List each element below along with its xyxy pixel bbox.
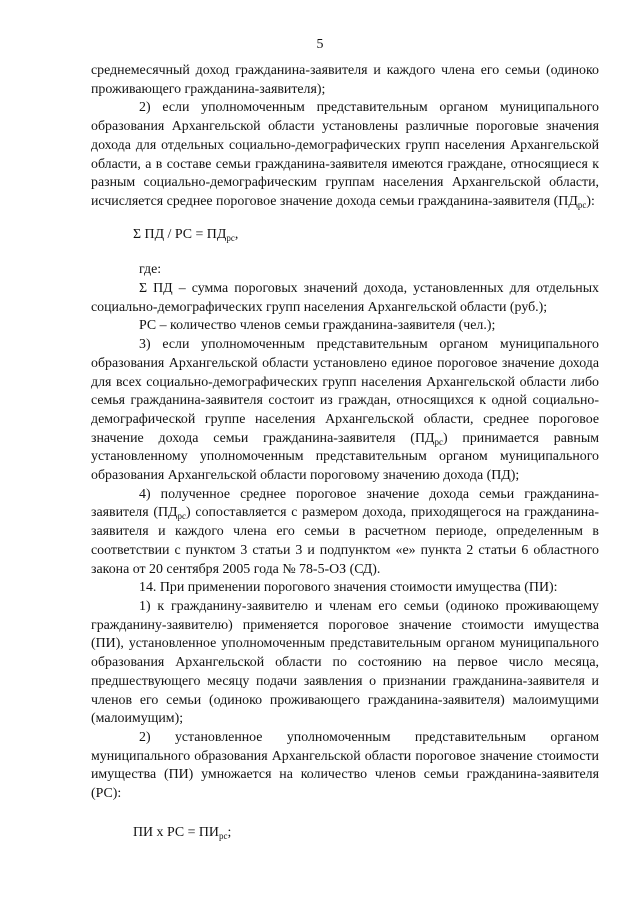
paragraph-rs-definition: РС – количество членов семьи гражданина-заявителя (чел.); — [139, 318, 496, 334]
paragraph-income-continuation: среднемесячный доход гражданина-заявителя и каждого члена его семьи (одиноко проживающего гражданина-заявителя); — [91, 63, 599, 97]
document-body — [91, 62, 599, 842]
formula-property-threshold: ПИ х РС = $ПИ_{рс}$; — [133, 824, 232, 841]
paragraph-property-item-1: 1) к гражданину-заявителю и членам его семьи (одиноко проживающему гражданину-заявителю) применяется пороговое значение стоимости имущества (ПИ), установленное уполномоченным представительным органом муниципального образования Архангельской области по состоянию на первое число месяца, предшествующего месяцу подачи заявления о признании гражданина-заявителя и членов его семьи (одиноко проживающего гражданина-заявителя) малоимущими (малоимущим); — [91, 598, 599, 727]
paragraph-sum-definition: Σ ПД – сумма пороговых значений дохода, установленных для отдельных социально-демографических групп населения Архангельской области (руб.); — [91, 281, 599, 315]
paragraph-item-3: 3) если уполномоченным представительным органом муниципального образования Архангельской области установлено единое пороговое значение дохода для всех социально-демографических групп населения Архангельской области либо семья гражданина-заявителя состоит из граждан, относящихся к одной социально-демографической группе населения Архангельской области, среднее пороговое значение дохода семьи гражданина-заявителя $(ПД_{рс})$ принимается равным установленному уполномоченным представительным органом муниципального образования Архангельской области пороговому значению дохода (ПД); — [91, 337, 599, 484]
paragraph-section-14: 14. При применении порогового значения стоимости имущества (ПИ): — [139, 580, 558, 596]
formula-average-threshold: Σ ПД / РС = $ПД_{рс}$, — [133, 226, 239, 243]
paragraph-item-4: 4) полученное среднее пороговое значение дохода семьи гражданина-заявителя $(ПД_{рс})$ сопоставляется с размером дохода, приходящегося на гражданина-заявителя и каждого члена его семьи в расчетном периоде, определенным в соответствии с пунктом 3 статьи 3 и подпунктом «е» пункта 2 статьи 6 областного закона от 20 сентября 2005 года № 78-5-ОЗ (СД). — [91, 486, 599, 577]
paragraph-property-item-2: 2) установленное уполномоченным представительным органом муниципального образования Архангельской области пороговое значение стоимости имущества (ПИ) умножается на количество членов семьи гражданина-заявителя (РС): — [91, 729, 599, 802]
paragraph-item-2: 2) если уполномоченным представительным органом муниципального образования Архангельской области установлены различные пороговые значения дохода для отдельных социально-демографических групп населения Архангельской области, а в составе семьи гражданина-заявителя имеются граждане, относящиеся к разным социально-демографическим группам населения Архангельской области, исчисляется среднее пороговое значение дохода семьи гражданина-заявителя $(ПД_{рс})$: — [91, 100, 599, 210]
paragraph-where: где: — [139, 262, 162, 278]
page-number: 5 — [316, 37, 324, 52]
